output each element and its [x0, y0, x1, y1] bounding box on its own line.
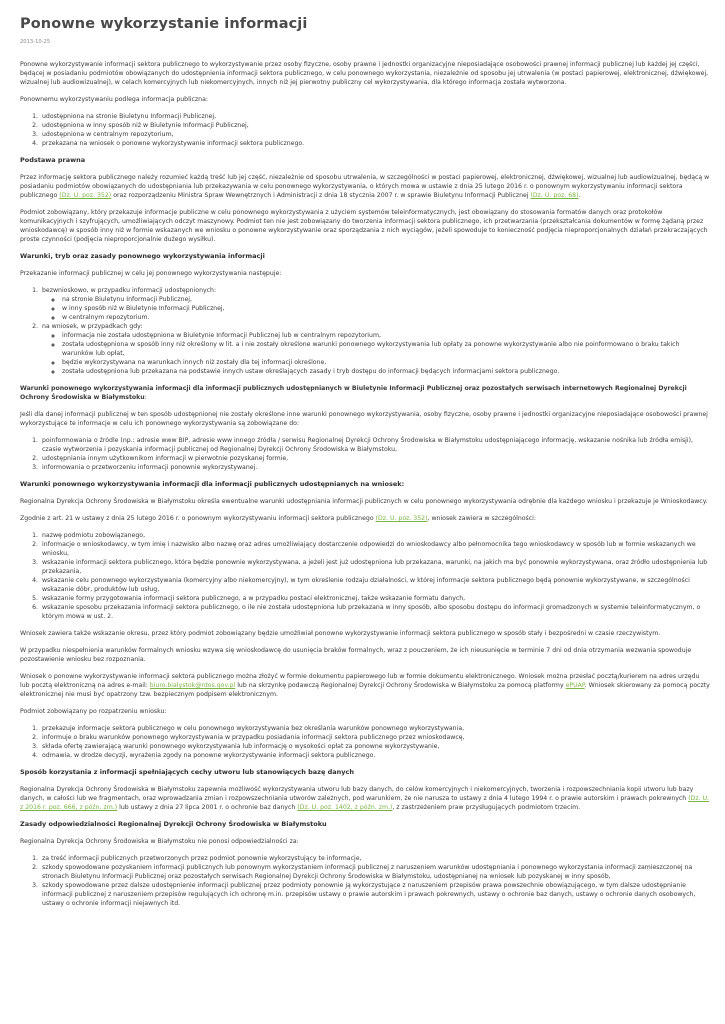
list-item: 3. udostępniona w centralnym repozytorium,: [40, 130, 710, 139]
section-heading-liability: Zasady odpowiedzialności Regionalnej Dyrekcji Ochrony Środowiska w Białymstoku: [20, 820, 327, 828]
email-link[interactable]: biuro.bialystok@rdos.gov.pl: [149, 682, 236, 689]
list-item: 2. szkody spowodowane pozyskaniem informacji publicznych lub ponownym wykorzystaniem informacji publicznej z naruszeniem warunków udostępniania i ponownego wykorzystania informacji zamieszczonej na stronach Biuletynu Informacji Publicznej oraz pozostałych serwisach Regionalnej Dyrekcji Ochrony Środowiska w Białymstoku, udostępnianej na wniosek lub pozyskanej w inny sposób,: [40, 863, 710, 881]
legal-act-link-68[interactable]: (Dz. U. poz. 68): [530, 192, 579, 199]
bip-list: [20, 436, 710, 472]
copyright-act-link[interactable]: (Dz. U. z 2016 r. poz. 666, z późn. zm.): [20, 795, 710, 811]
list-item: 1. udostępniona na stronie Biuletynu Informacji Publicznej,: [40, 112, 710, 121]
list-item: 5. wskazanie formy przygotowania informacji sektora publicznego, a w przypadku postaci elektronicznej, także wskazanie formatu danych,: [40, 594, 710, 603]
bip-paragraph: Jeśli dla danej informacji publicznej w ten sposób udostępnionej nie zostały określone inne warunki ponownego wykorzystywania, osoby fizyczne, osoby prawne i jednostki organizacyjne nieposiadające osobowości prawnej wykorzystujące te informacje w celu ich ponownego wykorzystywania są zobowiązane do:: [20, 411, 708, 427]
list-item: 4. przekazana na wniosek o ponowne wykorzystywanie informacji sektora publicznego.: [40, 139, 710, 148]
liability-paragraph: Regionalna Dyrekcja Ochrony Środowiska w Białymstoku nie ponosi odpowiedzialności za:: [20, 838, 299, 845]
list-item: 1. nazwę podmiotu zobowiązanego,: [40, 531, 710, 540]
list-item: 4. odmawia, w drodze decyzji, wyrażenia zgody na ponowne wykorzystywanie informacji sektora publicznego.: [40, 751, 710, 760]
intro-paragraph: Ponowne wykorzystywanie informacji sektora publicznego to wykorzystywanie przez osoby fizyczne, osoby prawne i jednostki organizacyjne nieposiadające osobowości prawnej informacji publicznej lub każdej jej części, będącej w posiadaniu podmiotów obowiązanych do udostępnienia informacji sektora publicznego, w celu ponownego wykorzystania, niezależnie od sposobu jej utrwalenia (w postaci papierowej, elektronicznej, dźwiękowej, wizualnej lub audiowizualnej), w celach komercyjnych lub niekomercyjnych, innych niż jej pierwotny publiczny cel wykorzystywania, dla którego informacja została wytworzona.: [20, 61, 709, 86]
legal-paragraph-2: Podmiot zobowiązany, który przekazuje informacje publiczne w celu ponownego wykorzystywania z użyciem systemów teleinformatycznych, jest obowiązany do stosowania formatów danych oraz protokołów komunikacyjnych i szyfrujących, umożliwiających odczyt maszynowy. Podmiot ten nie jest zobowiązany do tworzenia informacji sektora publicznego, ich przetwarzania (przekształcania dokumentów w formę żądaną przez wnioskodawcę) w sposób inny niż w formie wskazanych we wniosku o ponowne wykorzystywanie oraz sporządzania z nich wyciągów, jeżeli spowoduje to konieczność podjęcia nieproporcjonalnych działań przekraczających proste czynności (podjęcia nieproporcjonalnie dużego wysiłku).: [20, 209, 708, 243]
list-item: 3. szkody spowodowane przez dalsze udostępnienie informacji publicznej przez podmioty ponownie ją wykorzystujące z naruszeniem przepisów prawa powszechnie obowiązującego, w tym dalsze udostępnianie informacji publicznej z naruszeniem przepisów regulujących ich ochronę m.in. przepisów ustawy o prawie autorskim i prawach pokrewnych, ustawy o ochronie baz danych, ustawy o ochronie danych osobowych, ustawy o ochronie informacji niejawnych itd.: [40, 881, 710, 908]
list-item: 4. wskazanie celu ponownego wykorzystywania (komercyjny albo niekomercyjny), w tym określenie rodzaju działalności, w której informacje sektora publicznego będą ponownie wykorzystywane, w szczególności wskazanie dóbr, produktów lub usług,: [40, 576, 710, 594]
sub-list-item: ◦ w inny sposób niż w Biuletynie Informacji Publicznej,: [62, 304, 710, 313]
list-item: 1. bezwnioskowo, w przypadku informacji udostępnionych: ◦ na stronie Biuletynu Informacji Publicznej, ◦ w inny sposób niż w Biuletynie Informacji Publicznej, ◦ w centralnym repozytorium.: [40, 286, 710, 322]
modes-intro: Przekazanie informacji publicznej w celu jej ponownego wykorzystywania następuje:: [20, 270, 282, 277]
intro-list: [20, 112, 710, 148]
intro-list-lead: Ponownemu wykorzystywaniu podlega informacja publiczna:: [20, 96, 208, 103]
epuap-link[interactable]: ePUAP: [565, 682, 585, 689]
list-item: 2. udostępniania innym użytkownikom informacji w pierwotnie pozyskanej formie,: [40, 454, 710, 463]
sub-list-item: ◦ będzie wykorzystywana na warunkach innych niż zostały dla tej informacji określone,: [62, 358, 710, 367]
publication-date: 2013-10-25: [20, 39, 51, 45]
list-item: 1. za treść informacji publicznych przetworzonych przez podmiot ponownie wykorzystujący te informacje,: [40, 854, 710, 863]
legal-act-link-352[interactable]: (Dz. U. poz. 352): [59, 192, 112, 199]
section-heading-bip: Warunki ponownego wykorzystywania informacji dla informacji publicznych udostępnianych w Biuletynie Informacji Publicznej oraz pozostałych serwisach internetowych Regionalnej Dyrekcji Ochrony Środowiska w Białymstoku:: [20, 385, 687, 401]
list-item: 6. wskazanie sposobu przekazania informacji sektora publicznego, o ile nie została udostępniona lub przekazana w inny sposób, albo sposobu dostępu do informacji gromadzonych w systemie teleinformatycznym, o którym mowa w ust. 2.: [40, 603, 710, 621]
request-paragraph-4: W przypadku niespełnienia warunków formalnych wniosku wzywa się wnioskodawcę do usunięcia braków formalnych, wraz z pouczeniem, że ich nieusunięcie w terminie 7 dni od dnia otrzymania wezwania spowoduje pozostawienie wniosku bez rozpoznania.: [20, 647, 692, 663]
request-paragraph-3: Wniosek zawiera także wskazanie okresu, przez który podmiot zobowiązany będzie umożliwiał ponowne wykorzystywanie informacji sektora publicznego w sposób stały i bezpośredni w czasie rzeczywistym.: [20, 630, 661, 637]
request-contents-list: [20, 531, 710, 621]
request-outcome-list: [20, 724, 710, 760]
article: [20, 14, 710, 916]
sub-list: [42, 331, 710, 376]
liability-list: [20, 854, 710, 908]
page-title: Ponowne wykorzystanie informacji: [20, 16, 308, 32]
list-item: 2. udostępniona w inny sposób niż w Biuletynie Informacji Publicznej,: [40, 121, 710, 130]
request-paragraph-5: Wniosek o ponowne wykorzystywanie informacji sektora publicznego można złożyć w formie dokumentu papierowego lub w formie dokumentu elektronicznego. Wniosek można przesłać pocztą/kurierem na adres urzędu lub pocztą elektroniczną na adres e-mail: biuro.bialystok@rdos.gov.pl lub na skrzynkę podawczą Regionalnej Dyrekcji Ochrony Środowiska w Białymstoku za pomocą platformy ePUAP. Wniosek skierowany za pomocą poczty elektronicznej nie musi być opatrzony tzw. bezpiecznym podpisem elektronicznym.: [20, 673, 710, 698]
list-item: 3. informowania o przetworzeniu informacji ponownie wykorzystywanej.: [40, 463, 710, 472]
sub-list-item: ◦ na stronie Biuletynu Informacji Publicznej,: [62, 295, 710, 304]
sub-list: [42, 295, 710, 322]
request-paragraph-2: Zgodnie z art. 21 w ustawy z dnia 25 lutego 2016 r. o ponownym wykorzystywaniu informacji sektora publicznego (Dz. U. poz. 352), wniosek zawiera w szczególności:: [20, 515, 536, 522]
legal-paragraph-1: Przez informację sektora publicznego należy rozumieć każdą treść lub jej część, niezależnie od sposobu utrwalenia, w szczególności w postaci papierowej, elektronicznej, dźwiękowej, wizualnej lub audiowizualnej, będącą w posiadaniu podmiotów obowiązanych do udostępniania lub przekazywania w celu ponownego wykorzystywania, o których mowa w ustawie z dnia 25 lutego 2016 r. o ponownym wykorzystywaniu informacji sektora publicznego (Dz. U. poz. 352) oraz rozporządzeniu Ministra Spraw Wewnętrznych i Administracji z dnia 18 stycznia 2007 r. w sprawie Biuletynu Informacji Publicznej (Dz. U. poz. 68).: [20, 174, 710, 199]
request-paragraph-1: Regionalna Dyrekcja Ochrony Środowiska w Białymstoku określa ewentualne warunki udostępniania informacji publicznych w celu ponownego wykorzystywania odrębnie dla każdego wniosku i przekazuje je Wnioskodawcy.: [20, 498, 708, 505]
legal-act-link-352[interactable]: (Dz. U. poz. 352): [375, 515, 428, 522]
database-act-link[interactable]: (Dz. U. poz. 1402, z późn. zm.): [297, 804, 393, 811]
list-item: 2. na wniosek, w przypadkach gdy: ◦ informacja nie została udostępniona w Biuletynie Informacji Publicznej lub w centralnym repozytorium, ◦ została udostępniona w sposób inny niż określony w lit. a i nie zostały określone warunki ponownego wykorzystywania lub opłaty za ponowne wykorzystywanie albo nie poinformowano o braku takich warunków lub opłat, ◦ będzie wykorzystywana na warunkach innych niż zostały dla tej informacji określone, ◦ została udostępniona lub przekazana na podstawie innych ustaw określających zasady i tryb dostępu do informacji będących informacjami sektora publicznego.: [40, 322, 710, 376]
list-item: 3. składa ofertę zawierającą warunki ponownego wykorzystywania lub informację o wysokości opłat za ponowne wykorzystywanie,: [40, 742, 710, 751]
section-heading-legal-basis: Podstawa prawna: [20, 156, 86, 164]
list-item: 2. informacje o wnioskodawcy, w tym imię i nazwisko albo nazwę oraz adres umożliwiający dostarczenie odpowiedzi do wnioskodawcy albo pełnomocnika tego wnioskodawcy w sposób lub w formie wskazanych we wniosku,: [40, 540, 710, 558]
database-paragraph: Regionalna Dyrekcja Ochrony Środowiska w Białymstoku zapewnia możliwość wykorzystywania utworu lub bazy danych, do celów komercyjnych i niekomercyjnych, tworzenia i rozpowszechniania kopii utworu lub bazy danych, w całości lub we fragmentach, oraz wprowadzania zmian i rozpowszechniania utworów zależnych, pod warunkiem, że nie narusza to ustawy z dnia 4 lutego 1994 r. o prawie autorskim i prawach pokrewnych (Dz. U. z 2016 r. poz. 666, z późn. zm.) lub ustawy z dnia 27 lipca 2001 r. o ochronie baz danych (Dz. U. poz. 1402, z późn. zm.), z zastrzeżeniem praw przysługujących podmiotom trzecim.: [20, 786, 710, 811]
sub-list-item: ◦ w centralnym repozytorium.: [62, 313, 710, 322]
sub-list-item: ◦ informacja nie została udostępniona w Biuletynie Informacji Publicznej lub w centralnym repozytorium,: [62, 331, 710, 340]
list-item: 3. wskazanie informacji sektora publicznego, która będzie ponownie wykorzystywana, a jeżeli jest już udostępniona lub przekazana, warunki, na jakich ma być ponownie wykorzystywana, oraz źródło udostępnienia lub przekazania,: [40, 558, 710, 576]
request-paragraph-6: Podmiot zobowiązany po rozpatrzeniu wniosku:: [20, 708, 167, 715]
section-heading-modes: Warunki, tryb oraz zasady ponownego wykorzystywania informacji: [20, 252, 265, 260]
list-item: 1. poinformowania o źródle (np.: adresie www BIP, adresie www innego źródła / serwisu Regionalnej Dyrekcji Ochrony Środowiska w Białymstoku udostępniającego informację, wskazanie nośnika lub źródła emisji), czasie wytworzenia i pozyskania informacji publicznej od Regionalnej Dyrekcji Ochrony Środowiska w Białymstoku,: [40, 436, 710, 454]
section-heading-request: Warunki ponownego wykorzystywania informacji dla informacji publicznych udostępnianych na wniosek:: [20, 480, 405, 488]
sub-list-item: ◦ została udostępniona lub przekazana na podstawie innych ustaw określających zasady i tryb dostępu do informacji będących informacjami sektora publicznego.: [62, 367, 710, 376]
list-item: 1. przekazuje informacje sektora publicznego w celu ponownego wykorzystywania bez określania warunków ponownego wykorzystywania,: [40, 724, 710, 733]
section-heading-database: Sposób korzystania z informacji spełniających cechy utworu lub stanowiących bazę danych: [20, 768, 355, 776]
modes-list: [20, 286, 710, 376]
list-item: 2. informuje o braku warunków ponownego wykorzystywania w przypadku posiadania informacji sektora publicznego przez wnioskodawcę,: [40, 733, 710, 742]
sub-list-item: ◦ została udostępniona w sposób inny niż określony w lit. a i nie zostały określone warunki ponownego wykorzystywania lub opłaty za ponowne wykorzystywanie albo nie poinformowano o braku takich warunków lub opłat,: [62, 340, 710, 358]
